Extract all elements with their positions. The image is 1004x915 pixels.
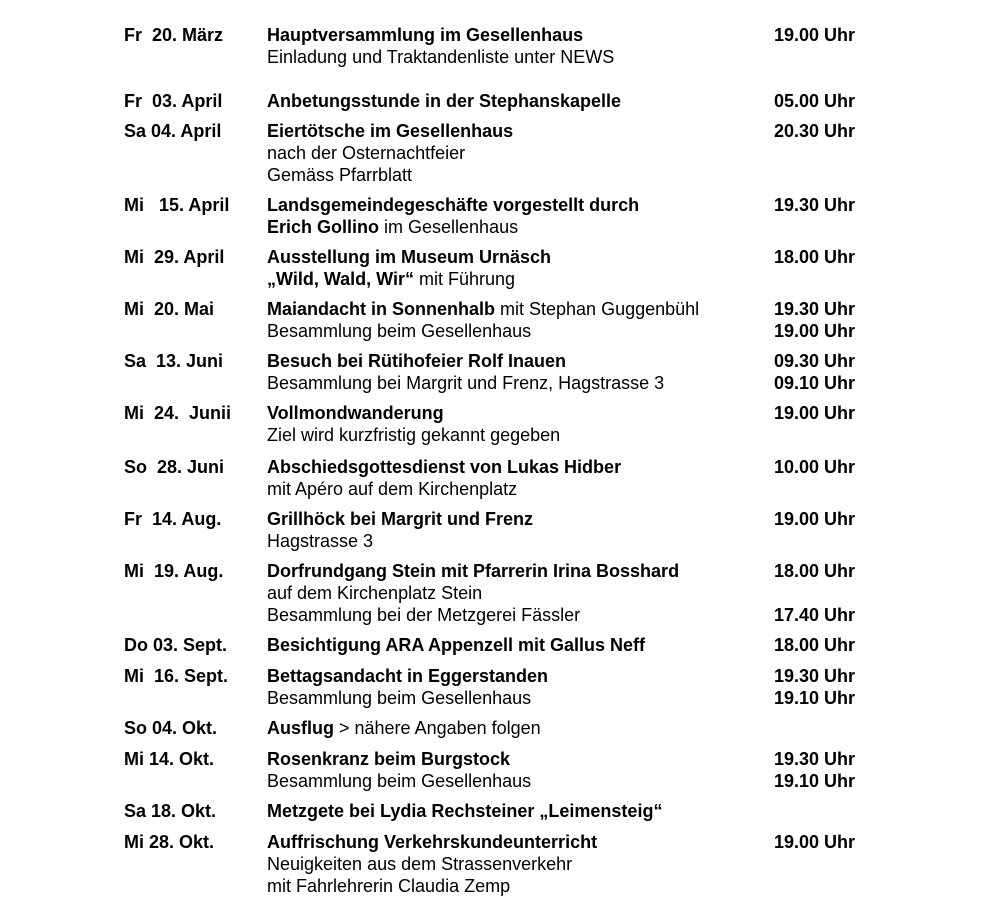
event-time [774, 424, 874, 446]
event-time: 05.00 Uhr [774, 91, 856, 111]
bold-text: Ausflug [267, 718, 334, 738]
regular-text: Besammlung bei Margrit und Frenz, Hagstrasse 3 [267, 373, 665, 393]
event-time: 19.10 Uhr [774, 771, 856, 791]
event-title-line [267, 748, 767, 770]
event-times [774, 90, 874, 112]
event-time [774, 853, 874, 875]
event-times [774, 665, 874, 709]
regular-text: Gemäss Pfarrblatt [267, 165, 413, 185]
event-detail-line [267, 530, 767, 552]
event-title-line [267, 298, 767, 320]
event-detail-line [267, 46, 767, 68]
event-time [774, 46, 874, 68]
regular-text: mit Fahrlehrerin Claudia Zemp [267, 876, 511, 896]
event-date: Mi 19. Aug. [124, 561, 224, 581]
regular-text: mit Führung [414, 269, 516, 289]
event-time: 19.00 Uhr [774, 509, 856, 529]
regular-text: Einladung und Traktandenliste unter NEWS [267, 47, 615, 67]
event-detail-line [267, 770, 767, 792]
event-date: Sa 18. Okt. [124, 801, 217, 821]
event-time: 17.40 Uhr [774, 605, 856, 625]
event-time: 18.00 Uhr [774, 247, 856, 267]
event-times [774, 298, 874, 342]
event-date: Fr 14. Aug. [124, 509, 222, 529]
event-title-line [267, 634, 767, 656]
event-time: 19.30 Uhr [774, 666, 856, 686]
event-description [267, 560, 767, 626]
regular-text: mit Stephan Guggenbühl [495, 299, 700, 319]
event-times [774, 831, 874, 897]
event-title-line [267, 717, 767, 739]
event-title-line [267, 350, 767, 372]
regular-text: Besammlung bei der Metzgerei Fässler [267, 605, 581, 625]
event-title-line [267, 90, 767, 112]
regular-text: Hagstrasse 3 [267, 531, 374, 551]
event-detail-line [267, 853, 767, 875]
regular-text: auf dem Kirchenplatz Stein [267, 583, 483, 603]
event-date: Do 03. Sept. [124, 635, 228, 655]
event-title-line [267, 194, 767, 216]
bold-text: Besuch bei Rütihofeier Rolf Inauen [267, 351, 567, 371]
regular-text: im Gesellenhaus [379, 217, 519, 237]
event-detail-line [267, 424, 767, 446]
event-time [774, 717, 874, 739]
event-date: Mi 20. Mai [124, 299, 215, 319]
bold-text: Eiertötsche im Gesellenhaus [267, 121, 514, 141]
event-times [774, 402, 874, 446]
event-detail-line [267, 604, 767, 626]
event-times [774, 24, 874, 68]
event-description [267, 800, 767, 822]
bold-text: Besichtigung ARA Appenzell mit Gallus Neff [267, 635, 646, 655]
regular-text: Besammlung beim Gesellenhaus [267, 321, 532, 341]
event-time [774, 268, 874, 290]
bold-text: Vollmondwanderung [267, 403, 444, 423]
event-description [267, 194, 767, 238]
event-description [267, 634, 767, 656]
event-time [774, 800, 874, 822]
event-description [267, 24, 767, 68]
bold-text: Ausstellung im Museum Urnäsch [267, 247, 552, 267]
regular-text: mit Apéro auf dem Kirchenplatz [267, 479, 518, 499]
event-times [774, 120, 874, 186]
event-date: Fr 03. April [124, 91, 223, 111]
event-description [267, 120, 767, 186]
event-date: Fr 20. März [124, 25, 224, 45]
event-time [774, 142, 874, 164]
bold-text: Abschiedsgottesdienst von Lukas Hidber [267, 457, 622, 477]
event-description [267, 748, 767, 792]
event-detail-line [267, 320, 767, 342]
event-date: Sa 13. Juni [124, 351, 224, 371]
event-title-line [267, 800, 767, 822]
bold-text: Auffrischung Verkehrskundeunterricht [267, 832, 598, 852]
event-time: 19.30 Uhr [774, 195, 856, 215]
bold-text: Bettagsandacht in Eggerstanden [267, 666, 549, 686]
event-time [774, 164, 874, 186]
bold-text: Metzgete bei Lydia Rechsteiner „Leimensteig“ [267, 801, 663, 821]
bold-text: Erich Gollino [267, 217, 380, 237]
event-time: 19.30 Uhr [774, 749, 856, 769]
event-times [774, 246, 874, 290]
event-times [774, 194, 874, 238]
event-times [774, 456, 874, 500]
event-title-line [267, 246, 767, 268]
event-description [267, 402, 767, 446]
event-detail-line [267, 687, 767, 709]
event-time: 19.10 Uhr [774, 688, 856, 708]
regular-text: Besammlung beim Gesellenhaus [267, 771, 532, 791]
event-time: 19.30 Uhr [774, 299, 856, 319]
regular-text: Neuigkeiten aus dem Strassenverkehr [267, 854, 573, 874]
regular-text: > nähere Angaben folgen [334, 718, 541, 738]
event-description [267, 298, 767, 342]
event-title-line [267, 456, 767, 478]
bold-text: Dorfrundgang Stein mit Pfarrerin Irina Bosshard [267, 561, 680, 581]
bold-text: Rosenkranz beim Burgstock [267, 749, 511, 769]
event-title-line [267, 24, 767, 46]
event-detail-line [267, 582, 767, 604]
bold-text: Hauptversammlung im Gesellenhaus [267, 25, 584, 45]
event-time: 19.00 Uhr [774, 321, 856, 341]
event-time: 10.00 Uhr [774, 457, 856, 477]
event-time [774, 582, 874, 604]
event-time: 18.00 Uhr [774, 561, 856, 581]
event-time [774, 530, 874, 552]
event-date: Mi 29. April [124, 247, 225, 267]
event-date: So 04. Okt. [124, 718, 218, 738]
event-description [267, 831, 767, 897]
event-time: 09.10 Uhr [774, 373, 856, 393]
event-title-line [267, 665, 767, 687]
event-times [774, 748, 874, 792]
event-times [774, 508, 874, 552]
event-detail-line [267, 268, 767, 290]
bold-text: Landsgemeindegeschäfte vorgestellt durch [267, 195, 640, 215]
event-detail-line [267, 142, 767, 164]
event-detail-line [267, 478, 767, 500]
regular-text: Ziel wird kurzfristig gekannt gegeben [267, 425, 561, 445]
event-time [774, 875, 874, 897]
event-detail-line [267, 216, 767, 238]
event-description [267, 90, 767, 112]
bold-text: „Wild, Wald, Wir“ [267, 269, 414, 289]
event-title-line [267, 831, 767, 853]
event-times [774, 560, 874, 626]
event-time: 19.00 Uhr [774, 832, 856, 852]
event-date: So 28. Juni [124, 457, 225, 477]
event-description [267, 665, 767, 709]
event-detail-line [267, 164, 767, 186]
event-description [267, 246, 767, 290]
event-title-line [267, 120, 767, 142]
event-date: Sa 04. April [124, 121, 222, 141]
event-date: Mi 14. Okt. [124, 749, 215, 769]
event-description [267, 350, 767, 394]
event-times [774, 717, 874, 739]
event-time: 18.00 Uhr [774, 635, 856, 655]
event-title-line [267, 402, 767, 424]
event-time [774, 478, 874, 500]
bold-text: Grillhöck bei Margrit und Frenz [267, 509, 534, 529]
bold-text: Anbetungsstunde in der Stephanskapelle [267, 91, 622, 111]
regular-text: Besammlung beim Gesellenhaus [267, 688, 532, 708]
event-detail-line [267, 875, 767, 897]
event-description [267, 456, 767, 500]
event-time: 19.00 Uhr [774, 25, 856, 45]
event-detail-line [267, 372, 767, 394]
bold-text: Maiandacht in Sonnenhalb [267, 299, 496, 319]
event-date: Mi 15. April [124, 195, 230, 215]
event-date: Mi 16. Sept. [124, 666, 229, 686]
event-time: 20.30 Uhr [774, 121, 856, 141]
event-times [774, 350, 874, 394]
event-times [774, 800, 874, 822]
event-description [267, 508, 767, 552]
event-time: 09.30 Uhr [774, 351, 856, 371]
event-title-line [267, 560, 767, 582]
event-date: Mi 24. Junii [124, 403, 232, 423]
event-date: Mi 28. Okt. [124, 832, 215, 852]
event-time [774, 216, 874, 238]
regular-text: nach der Osternachtfeier [267, 143, 466, 163]
event-time: 19.00 Uhr [774, 403, 856, 423]
event-times [774, 634, 874, 656]
event-description [267, 717, 767, 739]
event-title-line [267, 508, 767, 530]
